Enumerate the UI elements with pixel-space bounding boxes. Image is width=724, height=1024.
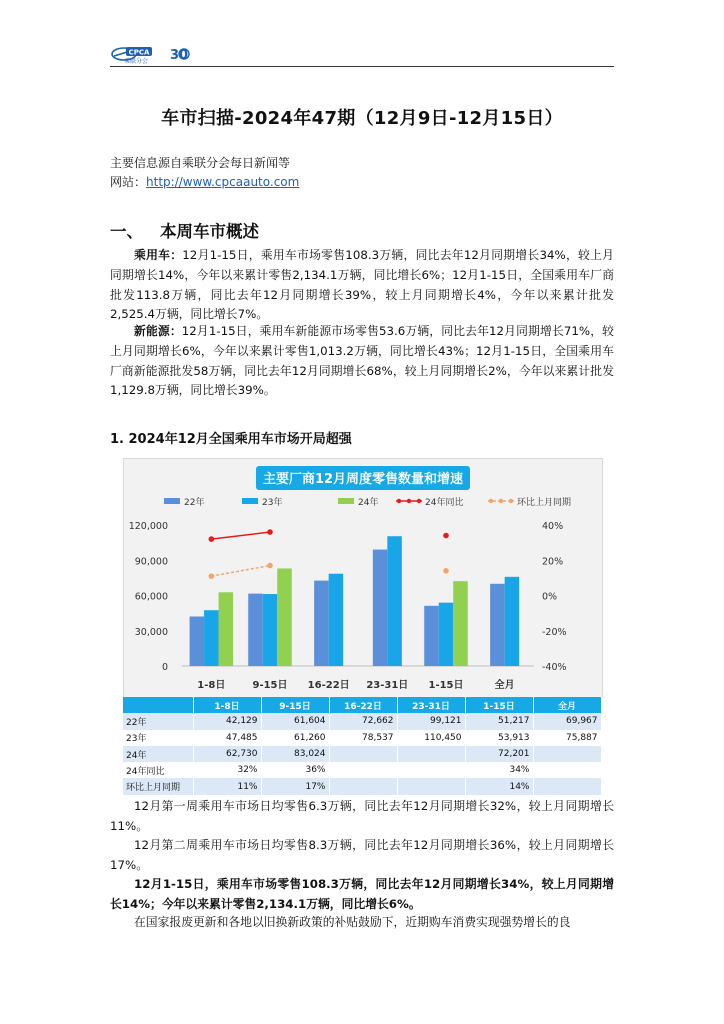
chart-title: 主要厂商12月周度零售数量和增速 [262,472,464,487]
table-cell: 32% [193,762,261,778]
week1-paragraph: 12月第一周乘用车市场日均零售6.3万辆，同比去年12月同期增长32%，较上月同期增长11%。 [110,799,614,833]
table-cell: 51,217 [465,713,533,729]
svg-text:CPCA: CPCA [128,48,150,57]
table-cell: 99,121 [397,713,465,729]
passenger-lead: 乘用车： [134,248,183,262]
table-header-row [123,697,601,713]
legend-label: 环比上月同期 [517,498,572,508]
week2-paragraph: 12月第二周乘用车市场日均零售8.3万辆，同比去年12月同期增长36%，较上月同期增长17%。 [110,838,614,872]
source-info [110,154,299,192]
table-cell: 72,662 [329,713,397,729]
chart-bar [453,581,468,666]
y-left-tick-label: 0 [161,662,168,673]
passenger-car-paragraph [110,246,614,325]
table-cell: 72,201 [465,746,533,762]
chart-bar [424,606,439,666]
table-cell [533,746,601,762]
cpca-logo [110,44,194,64]
series-point [209,573,215,579]
table-cell: 110,450 [397,730,465,746]
table-cell: 61,604 [261,713,329,729]
website-label: 网站： [110,175,147,189]
table-cell [329,778,397,794]
legend-marker [417,499,421,503]
y-right-tick-label: 20% [542,556,564,568]
x-tick-label: 23-31日 [366,680,409,691]
nev-paragraph [110,322,614,401]
legend-swatch [338,498,354,504]
table-row [123,746,601,762]
y-left-tick-label: 90,000 [134,556,168,568]
table-header-cell: 1-8日 [193,697,261,713]
table-cell: 42,129 [193,713,261,729]
header-divider [110,66,614,67]
chart-bar [219,592,234,666]
nev-text: 12月1-15日，乘用车新能源市场零售53.6万辆，同比去年12月同期增长71%，较上月同期增长6%，今年以来累计零售1,013.2万辆，同比增长43%；12月1-15日，全国乘用车厂商新能源批发58万辆，同比去年12月同期增长68%，较上月同期增长2%，今年以来累计批发1,129.8万辆，同比增长39%。 [110,324,614,398]
table-cell: 11% [193,778,261,794]
table-cell: 78,537 [329,730,397,746]
weekly-retail-chart [123,458,603,698]
table-cell [329,746,397,762]
table-header-cell: 23-31日 [397,697,465,713]
section-number: 一、 [110,222,143,241]
x-tick-label: 9-15日 [252,680,288,691]
y-left-tick-label: 120,000 [128,521,168,532]
nev-lead: 新能源： [134,324,182,338]
series-point [267,563,273,569]
legend-marker [489,499,493,503]
table-row-label: 环比上月同期 [123,778,193,794]
chart-bar [277,568,292,666]
chart-bar [204,610,219,666]
table-row [123,713,601,729]
policy-paragraph: 在国家报废更新和各地以旧换新政策的补贴鼓励下，近期购车消费实现强势增长的良 [134,915,571,929]
table-cell [397,778,465,794]
x-tick-label: 1-15日 [428,680,464,691]
table-cell [533,762,601,778]
legend-swatch [242,498,258,504]
x-tick-label: 1-8日 [197,680,226,691]
table-row-label: 24年 [123,746,193,762]
table-cell: 53,913 [465,730,533,746]
table-cell: 83,024 [261,746,329,762]
legend-label: 23年 [262,498,283,508]
legend-marker [499,499,503,503]
website-link[interactable]: http://www.cpcaauto.com [146,175,300,189]
chart-bar [373,550,388,666]
legend-marker [509,499,513,503]
legend-label: 22年 [184,498,205,508]
y-right-tick-label: -40% [542,662,567,673]
table-header-cell: 9-15日 [261,697,329,713]
table-cell: 36% [261,762,329,778]
table-cell: 47,485 [193,730,261,746]
table-cell: 62,730 [193,746,261,762]
table-cell: 69,967 [533,713,601,729]
cpca-logo-icon [110,44,194,64]
chart-bar [490,584,505,666]
chart-canvas [124,459,602,697]
legend-marker [407,499,411,503]
table-cell [329,762,397,778]
series-line [211,532,270,539]
y-right-tick-label: 0% [542,591,558,603]
table-row-label: 24年同比 [123,762,193,778]
section-heading [110,218,259,242]
website-line [110,173,299,192]
svg-text:30: 30 [170,48,189,63]
chart-bar [248,594,263,666]
series-point [443,568,449,574]
x-tick-label: 16-22日 [307,680,350,691]
legend-label: 24年 [358,498,379,508]
table-row [123,762,601,778]
chart-bar [505,577,519,666]
x-tick-label: 全月 [494,680,515,691]
y-right-tick-label: -20% [542,626,567,638]
series-point [209,536,215,542]
series-line [211,566,270,577]
table-header-cell [123,697,193,713]
table-row-label: 23年 [123,730,193,746]
subsection-heading: 1. 2024年12月全国乘用车市场开局超强 [110,432,352,447]
source-line: 主要信息源自乘联分会每日新闻等 [110,156,291,170]
legend-swatch [164,498,180,504]
chart-bar [263,594,278,666]
summary-paragraph: 12月1-15日，乘用车市场零售108.3万辆，同比去年12月同期增长34%，较上月同期增长14%；今年以来累计零售2,134.1万辆，同比增长6%。 [110,877,614,911]
table-row [123,730,601,746]
chart-bar [190,616,205,666]
passenger-text: 12月1-15日，乘用车市场零售108.3万辆，同比去年12月同期增长34%，较上月同期增长14%，今年以来累计零售2,134.1万辆，同比增长6%；12月1-15日，全国乘用车厂商批发113.8万辆，同比去年12月同期增长39%，较上月同期增长4%，今年以来累计批发2,525.4万辆，同比增长7%。 [110,248,614,322]
y-left-tick-label: 60,000 [134,591,168,603]
table-row-label: 22年 [123,713,193,729]
table-cell: 17% [261,778,329,794]
legend-label: 24年同比 [425,498,464,508]
table-cell [533,778,601,794]
table-row [123,778,601,794]
table-cell [397,746,465,762]
section-title: 本周车市概述 [160,222,259,241]
y-left-tick-label: 30,000 [134,626,168,638]
series-point [267,529,273,535]
table-body [123,713,601,794]
chart-bar [314,581,329,666]
page-title: 车市扫描-2024年47期（12月9日-12月15日） [161,108,563,129]
weekly-data-table [123,697,602,795]
table-header-cell: 全月 [533,697,601,713]
series-point [443,533,449,539]
table-cell: 14% [465,778,533,794]
table-header-cell: 1-15日 [465,697,533,713]
table-header-cell: 16-22日 [329,697,397,713]
table-cell: 61,260 [261,730,329,746]
chart-bar [329,574,344,666]
y-right-tick-label: 40% [542,521,564,532]
chart-bar [387,536,402,666]
table-cell [397,762,465,778]
chart-bar [439,603,454,666]
svg-text:乘联分会: 乘联分会 [123,58,149,64]
table-cell: 34% [465,762,533,778]
table-cell: 75,887 [533,730,601,746]
legend-marker [397,499,401,503]
